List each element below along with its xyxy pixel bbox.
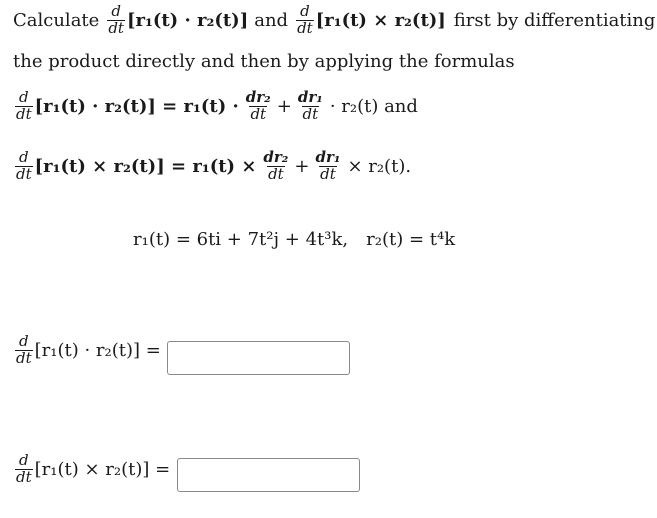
dr1-dt-fraction [314, 150, 341, 183]
answer-cross-product-box[interactable] [177, 458, 360, 492]
vector-definitions [133, 229, 455, 250]
frac-num: d [19, 451, 29, 469]
answer-dot-product-input[interactable] [168, 342, 349, 374]
frac-num: dr₂ [245, 88, 271, 106]
intro-calculate: Calculate [13, 9, 100, 31]
question-dot-expr: [r₁(t) · r₂(t)] = [34, 339, 161, 361]
d-dt-fraction [15, 150, 33, 183]
intro-and: and [254, 9, 289, 31]
intro-cross-expr: [r₁(t) × r₂(t)] [315, 9, 446, 31]
intro-tail: first by differentiating [453, 9, 656, 31]
d-dt-fraction [296, 4, 314, 37]
formula-cross-lhs: [r₁(t) × r₂(t)] = r₁(t) × [34, 155, 257, 177]
formula-cross-product [13, 150, 411, 183]
answer-dot-product-box[interactable] [167, 341, 350, 375]
formula-dot-lhs: [r₁(t) · r₂(t)] = r₁(t) · [34, 95, 239, 117]
frac-den: dt [16, 467, 32, 486]
frac-den: dt [250, 104, 267, 123]
plus-sign: + [294, 155, 310, 177]
question-dot-label [13, 334, 161, 367]
d-dt-fraction [107, 4, 125, 37]
d-dt-fraction [15, 334, 33, 367]
r2-definition: r₂(t) = t⁴k [366, 229, 456, 250]
frac-num: d [111, 2, 121, 20]
d-dt-fraction [15, 453, 33, 486]
frac-num: dr₁ [297, 88, 323, 106]
frac-den: dt [108, 18, 124, 37]
dr2-dt-fraction [245, 90, 272, 123]
dr2-dt-fraction [262, 150, 289, 183]
frac-den: dt [16, 164, 32, 183]
dr1-dt-fraction [297, 90, 324, 123]
frac-num: dr₁ [315, 148, 341, 166]
intro-line-1 [13, 4, 655, 37]
r1-definition: r₁(t) = 6ti + 7t²j + 4t³k, [133, 229, 349, 250]
frac-den: dt [268, 164, 284, 183]
frac-den: dt [16, 104, 32, 123]
frac-num: d [19, 148, 29, 166]
d-dt-fraction [15, 90, 33, 123]
frac-den: dt [297, 18, 313, 37]
frac-num: d [300, 2, 310, 20]
question-cross-expr: [r₁(t) × r₂(t)] = [34, 458, 171, 480]
answer-cross-product-input[interactable] [178, 459, 359, 491]
frac-num: dr₂ [263, 148, 289, 166]
question-cross-label [13, 453, 170, 486]
formula-dot-product [13, 90, 418, 123]
frac-den: dt [320, 164, 336, 183]
frac-num: d [19, 332, 29, 350]
frac-num: d [19, 88, 29, 106]
plus-sign: + [276, 95, 292, 117]
frac-den: dt [302, 104, 319, 123]
frac-den: dt [16, 348, 32, 367]
formula-cross-rhs: × r₂(t). [347, 155, 412, 177]
intro-line-2: the product directly and then by applying the formulas [13, 51, 515, 72]
intro-dot-expr: [r₁(t) · r₂(t)] [126, 9, 249, 31]
formula-dot-rhs: · r₂(t) and [329, 95, 418, 117]
